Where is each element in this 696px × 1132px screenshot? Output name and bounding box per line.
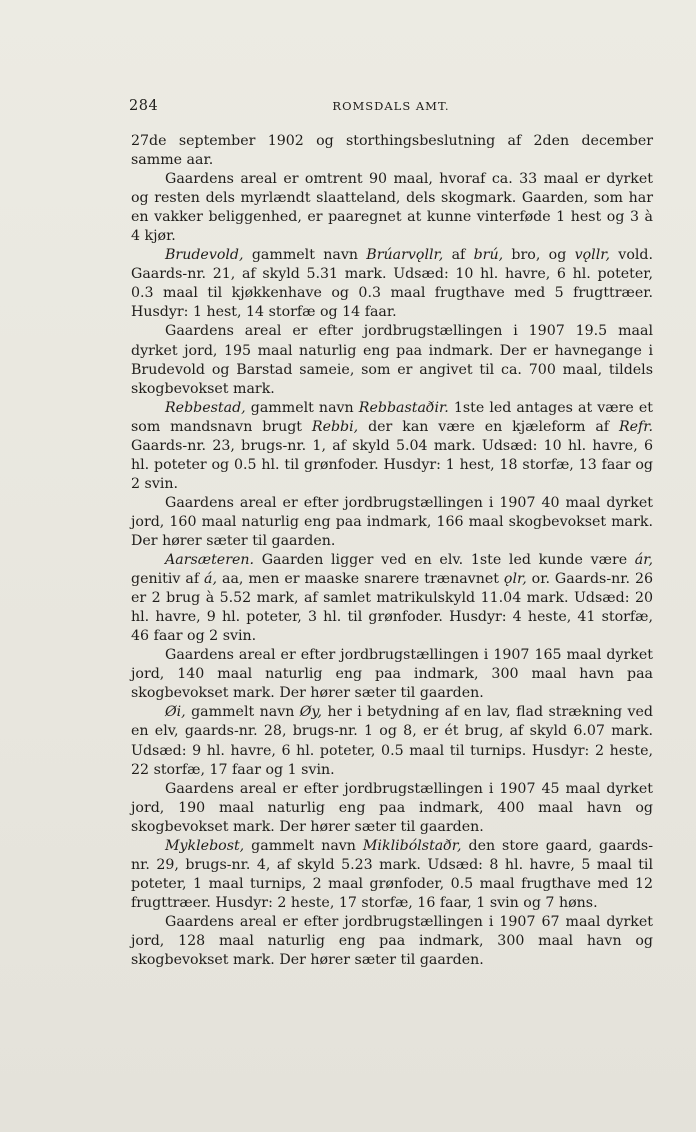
italic-term: Myklebost, [165,837,245,854]
paragraph [131,703,653,779]
text-run: Gaardens areal er efter jordbrugstællingen i 1907 19.5 maal dyrket jord, 195 maal naturlig eng paa indmark. Der er havnegange i Brudevold og Barstad sameie, som er angivet til ca. 700 maal, tildels skogbevokset mark. [131,323,653,397]
text-run: bro, og [503,247,575,264]
text-run: gammelt navn [244,837,363,854]
paragraph [131,551,653,646]
paragraph [131,170,653,246]
italic-term: Aarsæteren. [165,552,255,569]
page-header [129,98,653,118]
paragraph [131,494,653,551]
italic-term: ár, [634,552,653,569]
text-run: Gaards-nr. 23, brugs-nr. 1, af skyld 5.04 mark. Udsæd: 10 hl. havre, 6 hl. poteter og 0.5 hl. til grønfoder. Husdyr: 1 hest, 18 storfæ, 13 faar og 2 svin. [131,437,653,492]
text-run: Gaardens areal er efter jordbrugstællingen i 1907 165 maal dyrket jord, 140 maal naturlig eng paa indmark, 300 maal havn paa skogbevokset mark. Der hører sæter til gaarden. [131,647,653,702]
italic-term: vǫllr, [574,247,610,264]
text-run: 27de september 1902 og storthingsbeslutning af 2den december samme aar. [131,133,653,169]
paragraph [131,780,653,837]
text-run: aa, men er maaske snarere trænavnet [217,571,504,588]
text-run: der kan være en kjæleform af [358,418,619,435]
italic-term: brú, [473,247,504,264]
text-run: Gaardens areal er efter jordbrugstællingen i 1907 67 maal dyrket jord, 128 maal naturlig eng paa indmark, 300 maal havn og skogbevokset mark. Der hører sæter til gaarden. [131,913,653,969]
italic-term: Rebbi, [311,418,359,435]
italic-term: á, [204,571,218,588]
body-text [131,132,653,970]
paragraph [131,132,653,170]
text-run: Gaardens areal er efter jordbrugstællingen i 1907 45 maal dyrket jord, 190 maal naturlig eng paa indmark, 400 maal havn og skogbevokset mark. Der hører sæter til gaarden. [131,780,653,835]
page-number: 284 [129,98,159,114]
italic-term: Brúarvǫllr, [366,247,444,264]
text-run: 1ste led antages at være et som mandsnavn brugt [131,399,653,435]
italic-term: Brudevold, [165,247,244,264]
paragraph [131,246,653,322]
italic-term: ǫlr, [503,571,527,588]
text-run: Gaardens areal er efter jordbrugstællingen i 1907 40 maal dyrket jord, 160 maal naturlig eng paa indmark, 166 maal skogbevokset mark. Der hører sæter til gaarden. [131,494,653,549]
paragraph [131,913,653,970]
text-run: gammelt navn [185,704,300,721]
text-run: genitiv af [131,571,205,588]
text-run: Gaarden ligger ved en elv. 1ste led kunde være [254,552,635,569]
paragraph [131,322,653,398]
text-run: gammelt navn [243,247,367,264]
paragraph [131,837,653,913]
text-run: af [443,247,474,264]
text-run: vold. Gaards-nr. 21, af skyld 5.31 mark. Udsæd: 10 hl. havre, 6 hl. poteter, 0.3 maal til kjøkkenhave og 0.3 maal frugthave med 5 frugttræer. Husdyr: 1 hest, 14 storfæ og 14 faar. [131,247,653,321]
text-run: her i betydning af en lav, flad strækning ved en elv, gaards-nr. 28, brugs-nr. 1 og 8, er ét brug, af skyld 6.07 mark. Udsæd: 9 hl. havre, 6 hl. poteter, 0.5 maal til turnips. Husdyr: 2 heste, 22 storfæ, 17 faar og 1 svin. [131,704,653,778]
text-run: gammelt navn [245,399,359,416]
italic-term: Miklibólstaðr, [362,837,462,854]
text-run: or. Gaards-nr. 26 er 2 brug à 5.52 mark, af samlet matrikulskyld 11.04 mark. Udsæd: 20 hl. havre, 9 hl. poteter, 3 hl. til grønfoder. Husdyr: 4 heste, 41 storfæ, 46 faar og 2 svin. [131,571,653,645]
italic-term: Øi, [165,704,186,721]
text-run: den store gaard, gaards-nr. 29, brugs-nr. 4, af skyld 5.23 mark. Udsæd: 8 hl. havre, 5 maal til poteter, 1 maal turnips, 2 maal grønfoder, 0.5 maal frugthave med 12 frugttræer. Husdyr: 2 heste, 17 storfæ, 16 faar, 1 svin og 7 høns. [131,837,653,911]
italic-term: Øy, [299,704,323,721]
paragraph [131,399,653,494]
italic-term: Rebbastaðir. [358,399,449,416]
running-title: ROMSDALS AMT. [332,99,450,113]
text-run: Gaardens areal er omtrent 90 maal, hvoraf ca. 33 maal er dyrket og resten dels myrlændt slaatteland, dels skogmark. Gaarden, som har en vakker beliggenhed, er paaregnet at kunne vinterføde 1 hest og 3 à 4 kjør. [131,171,653,245]
italic-term: Refr. [618,418,653,435]
paragraph [131,646,653,703]
italic-term: Rebbestad, [165,399,246,416]
